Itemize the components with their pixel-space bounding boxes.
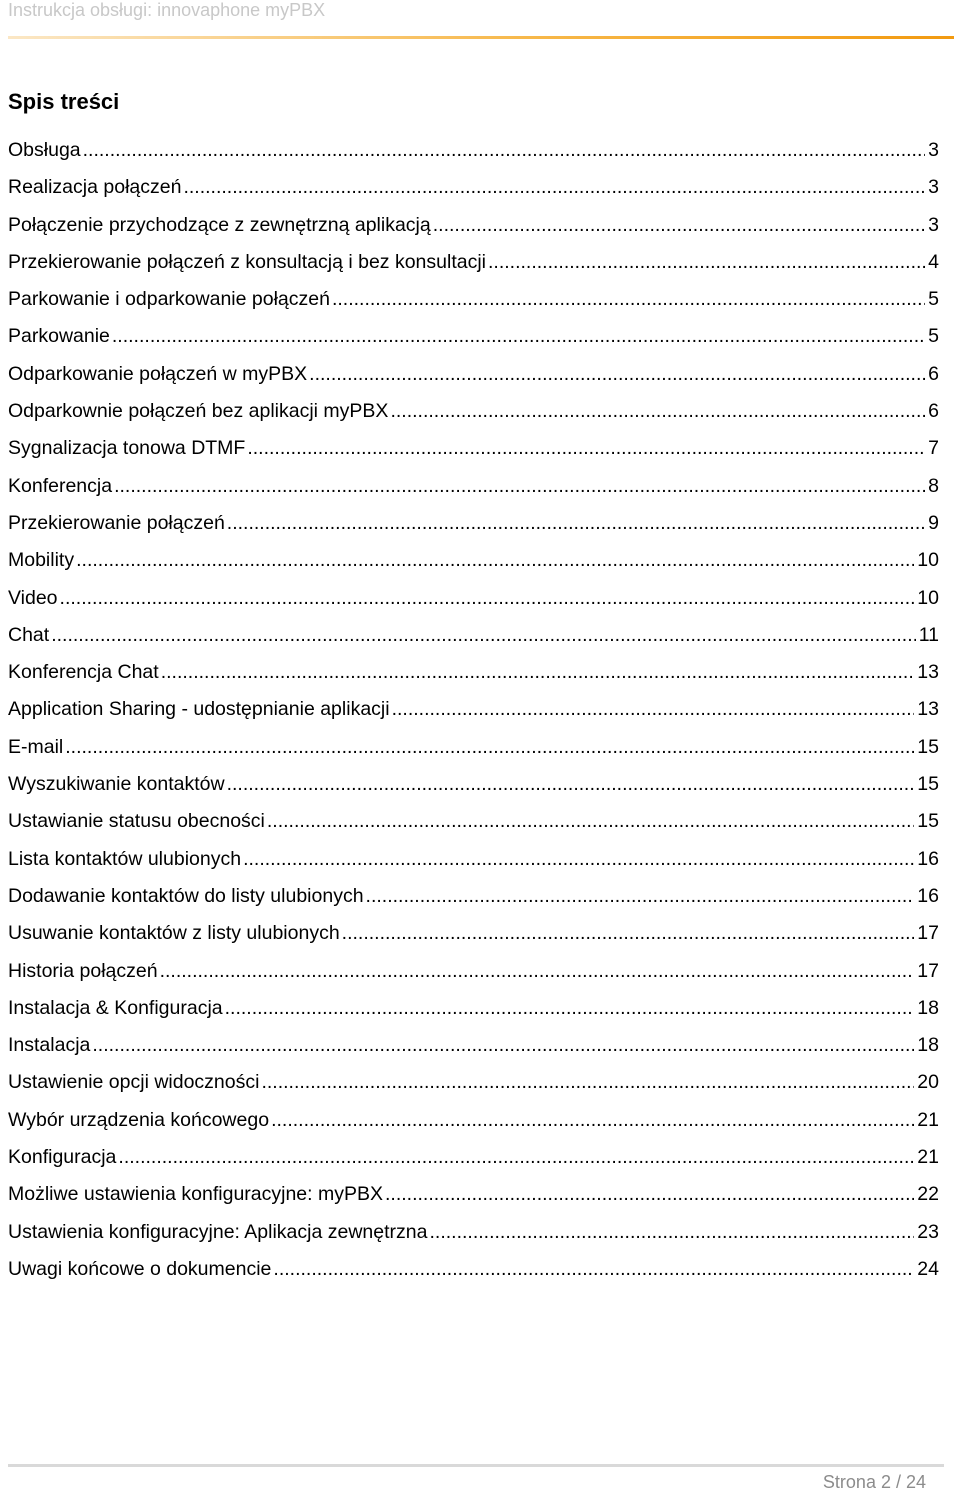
toc-entry-page: 23 bbox=[917, 1220, 939, 1243]
toc-entry[interactable] bbox=[8, 732, 939, 769]
toc-entry[interactable] bbox=[8, 1142, 939, 1179]
toc-entry-page: 15 bbox=[917, 773, 939, 796]
toc-entry[interactable] bbox=[8, 1217, 939, 1254]
toc-entry-page: 15 bbox=[917, 735, 939, 758]
table-of-contents bbox=[8, 135, 939, 1291]
toc-entry-page: 3 bbox=[928, 213, 939, 236]
toc-entry[interactable] bbox=[8, 284, 939, 321]
toc-dot-leader bbox=[273, 1254, 914, 1284]
toc-entry-label: Konfiguracja bbox=[8, 1146, 117, 1169]
toc-dot-leader bbox=[392, 694, 915, 724]
toc-entry[interactable] bbox=[8, 806, 939, 843]
toc-entry-page: 22 bbox=[917, 1183, 939, 1206]
toc-dot-leader bbox=[247, 433, 925, 463]
toc-entry-label: Sygnalizacja tonowa DTMF bbox=[8, 437, 246, 460]
toc-entry-page: 21 bbox=[917, 1108, 939, 1131]
toc-entry[interactable] bbox=[8, 172, 939, 209]
toc-entry[interactable] bbox=[8, 471, 939, 508]
toc-entry[interactable] bbox=[8, 918, 939, 955]
toc-entry-page: 4 bbox=[928, 250, 939, 273]
toc-entry-label: Możliwe ustawienia konfiguracyjne: myPBX bbox=[8, 1183, 383, 1206]
toc-dot-leader bbox=[271, 1105, 914, 1135]
toc-entry[interactable] bbox=[8, 135, 939, 172]
toc-dot-leader bbox=[51, 620, 916, 650]
toc-dot-leader bbox=[114, 471, 925, 501]
toc-entry[interactable] bbox=[8, 769, 939, 806]
toc-entry-page: 16 bbox=[917, 847, 939, 870]
toc-entry[interactable] bbox=[8, 694, 939, 731]
toc-entry-label: Mobility bbox=[8, 549, 75, 572]
toc-entry-label: Obsługa bbox=[8, 139, 81, 161]
toc-entry[interactable] bbox=[8, 1030, 939, 1067]
toc-dot-leader bbox=[92, 1030, 914, 1060]
toc-entry-page: 11 bbox=[918, 623, 939, 646]
toc-dot-leader bbox=[433, 210, 925, 240]
toc-dot-leader bbox=[161, 657, 915, 687]
toc-dot-leader bbox=[160, 956, 915, 986]
document-header-title: Instrukcja obsługi: innovaphone myPBX bbox=[8, 0, 326, 20]
toc-entry-label: Ustawianie statusu obecności bbox=[8, 810, 265, 833]
toc-entry-page: 3 bbox=[928, 139, 939, 161]
toc-entry-page: 3 bbox=[928, 176, 939, 199]
toc-entry[interactable] bbox=[8, 396, 939, 433]
toc-entry-label: Instalacja bbox=[8, 1034, 91, 1057]
toc-entry-label: E-mail bbox=[8, 735, 64, 758]
toc-entry-label: Odparkownie połączeń bez aplikacji myPBX bbox=[8, 400, 389, 423]
toc-entry-label: Wybór urządzenia końcowego bbox=[8, 1108, 270, 1131]
toc-dot-leader bbox=[243, 844, 914, 874]
toc-entry-page: 15 bbox=[917, 810, 939, 833]
toc-entry-page: 7 bbox=[928, 437, 939, 460]
toc-entry-label: Realizacja połączeń bbox=[8, 176, 182, 199]
toc-entry-label: Ustawienia konfiguracyjne: Aplikacja zewnętrzna bbox=[8, 1220, 428, 1243]
toc-entry-page: 8 bbox=[928, 474, 939, 497]
toc-entry[interactable] bbox=[8, 210, 939, 247]
toc-entry[interactable] bbox=[8, 620, 939, 657]
toc-entry[interactable] bbox=[8, 359, 939, 396]
toc-entry-page: 17 bbox=[917, 959, 939, 982]
footer-divider bbox=[8, 1464, 944, 1467]
toc-dot-leader bbox=[309, 359, 925, 389]
toc-entry[interactable] bbox=[8, 247, 939, 284]
toc-dot-leader bbox=[390, 396, 925, 426]
toc-entry[interactable] bbox=[8, 545, 939, 582]
toc-entry-label: Historia połączeń bbox=[8, 959, 158, 982]
toc-entry[interactable] bbox=[8, 508, 939, 545]
toc-entry-page: 9 bbox=[928, 511, 939, 534]
toc-entry-label: Uwagi końcowe o dokumencie bbox=[8, 1257, 272, 1280]
toc-entry-page: 18 bbox=[917, 1034, 939, 1057]
toc-dot-leader bbox=[183, 172, 925, 202]
toc-entry-page: 24 bbox=[917, 1257, 939, 1280]
toc-entry-page: 10 bbox=[917, 549, 939, 572]
toc-entry-label: Chat bbox=[8, 623, 50, 646]
toc-entry-page: 10 bbox=[917, 586, 939, 609]
toc-dot-leader bbox=[112, 321, 925, 351]
toc-entry-label: Ustawienie opcji widoczności bbox=[8, 1071, 260, 1094]
toc-dot-leader bbox=[332, 284, 925, 314]
toc-dot-leader bbox=[342, 918, 915, 948]
toc-dot-leader bbox=[366, 881, 915, 911]
toc-entry[interactable] bbox=[8, 881, 939, 918]
toc-entry-page: 5 bbox=[928, 325, 939, 348]
toc-dot-leader bbox=[267, 806, 914, 836]
toc-entry-label: Parkowanie bbox=[8, 325, 110, 348]
toc-entry-label: Instalacja & Konfiguracja bbox=[8, 996, 223, 1019]
toc-entry-label: Połączenie przychodzące z zewnętrzną aplikacją bbox=[8, 213, 431, 236]
toc-entry-label: Dodawanie kontaktów do listy ulubionych bbox=[8, 884, 364, 907]
toc-entry-label: Przekierowanie połączeń z konsultacją i bez konsultacji bbox=[8, 250, 486, 273]
toc-entry-label: Parkowanie i odparkowanie połączeń bbox=[8, 288, 330, 311]
toc-entry[interactable] bbox=[8, 433, 939, 470]
header-divider bbox=[8, 36, 954, 39]
toc-entry-page: 18 bbox=[917, 996, 939, 1019]
toc-entry[interactable] bbox=[8, 1254, 939, 1291]
toc-dot-leader bbox=[60, 583, 915, 613]
page-indicator: Strona 2 / 24 bbox=[822, 1472, 926, 1492]
toc-entry-label: Application Sharing - udostępnianie aplikacji bbox=[8, 698, 390, 721]
toc-dot-leader bbox=[65, 732, 914, 762]
toc-entry-label: Konferencja Chat bbox=[8, 661, 159, 684]
toc-entry-label: Wyszukiwanie kontaktów bbox=[8, 773, 225, 796]
toc-entry-page: 6 bbox=[928, 362, 939, 385]
toc-entry-label: Lista kontaktów ulubionych bbox=[8, 847, 242, 870]
toc-dot-leader bbox=[488, 247, 925, 277]
toc-entry-page: 13 bbox=[917, 661, 939, 684]
toc-dot-leader bbox=[261, 1067, 914, 1097]
toc-entry-label: Odparkowanie połączeń w myPBX bbox=[8, 362, 308, 385]
toc-entry-page: 17 bbox=[917, 922, 939, 945]
toc-entry-page: 21 bbox=[917, 1146, 939, 1169]
toc-entry[interactable] bbox=[8, 1179, 939, 1216]
toc-entry-page: 16 bbox=[917, 884, 939, 907]
toc-entry-label: Usuwanie kontaktów z listy ulubionych bbox=[8, 922, 340, 945]
toc-entry-page: 20 bbox=[917, 1071, 939, 1094]
toc-dot-leader bbox=[227, 508, 925, 538]
toc-entry[interactable] bbox=[8, 1067, 939, 1104]
toc-entry-page: 5 bbox=[928, 288, 939, 311]
toc-dot-leader bbox=[385, 1179, 914, 1209]
toc-entry-page: 13 bbox=[917, 698, 939, 721]
toc-dot-leader bbox=[76, 545, 914, 575]
toc-entry[interactable] bbox=[8, 657, 939, 694]
toc-dot-leader bbox=[83, 135, 926, 165]
toc-entry-label: Przekierowanie połączeń bbox=[8, 511, 225, 534]
toc-entry[interactable] bbox=[8, 956, 939, 993]
toc-entry[interactable] bbox=[8, 993, 939, 1030]
toc-dot-leader bbox=[118, 1142, 914, 1172]
toc-entry[interactable] bbox=[8, 583, 939, 620]
toc-dot-leader bbox=[429, 1217, 914, 1247]
toc-dot-leader bbox=[227, 769, 915, 799]
toc-heading: Spis treści bbox=[8, 89, 120, 114]
toc-dot-leader bbox=[225, 993, 915, 1023]
toc-entry[interactable] bbox=[8, 1105, 939, 1142]
toc-entry-page: 6 bbox=[928, 400, 939, 423]
toc-entry[interactable] bbox=[8, 844, 939, 881]
toc-entry-label: Konferencja bbox=[8, 474, 113, 497]
toc-entry-label: Video bbox=[8, 586, 58, 609]
toc-entry[interactable] bbox=[8, 321, 939, 358]
